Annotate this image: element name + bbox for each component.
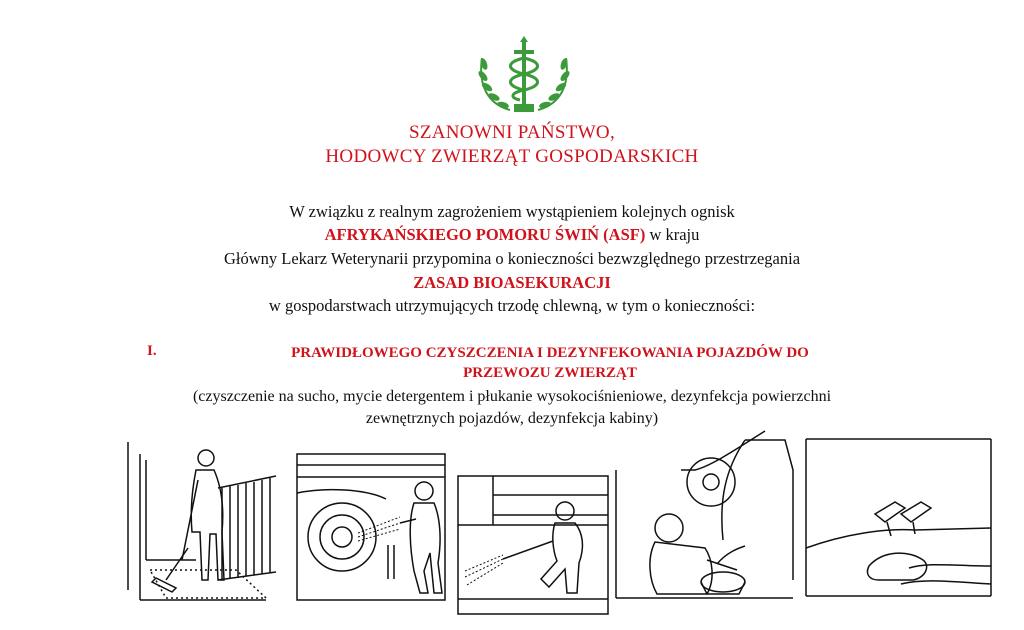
- bioasecurity-highlight: ZASAD BIOASEKURACJI: [413, 273, 611, 292]
- dry-sweeping-illustration: [126, 440, 278, 602]
- cab-cleaning-illustration: [615, 430, 795, 600]
- cab-disinfection-illustration: [805, 438, 993, 598]
- wheel-pressure-washing-illustration: [296, 453, 446, 601]
- intro-line-2: [0, 224, 1024, 246]
- section-description-line-2: zewnętrznych pojazdów, dezynfekcja kabiny): [365, 410, 659, 427]
- asf-highlight: AFRYKAŃSKIEGO POMORU ŚWIŃ (ASF): [324, 225, 646, 244]
- section-number: I.: [147, 343, 157, 359]
- greeting-line-1: SZANOWNI PAŃSTWO,: [408, 122, 615, 143]
- section-title-line-1: PRAWIDŁOWEGO CZYSZCZENIA I DEZYNFEKOWANIA POJAZDÓW DO: [291, 345, 809, 361]
- veterinary-logo-icon: [470, 36, 578, 116]
- intro-line-1: W związku z realnym zagrożeniem wystąpieniem kolejnych ognisk: [289, 202, 735, 221]
- undercarriage-spraying-illustration: [457, 475, 609, 615]
- section-title-line-2: PRZEWOZU ZWIERZĄT: [463, 365, 637, 381]
- intro-line-3: Główny Lekarz Weterynarii przypomina o konieczności bezwzględnego przestrzegania: [223, 249, 801, 268]
- intro-line-5: w gospodarstwach utrzymujących trzodę chlewną, w tym o konieczności:: [268, 296, 756, 315]
- intro-line-2-rest: w kraju: [645, 225, 700, 244]
- section-description-line-1: (czyszczenie na sucho, mycie detergentem i płukanie wysokociśnieniowe, dezynfekcja powierzchni: [192, 388, 832, 405]
- greeting-line-2: HODOWCY ZWIERZĄT GOSPODARSKICH: [325, 146, 699, 167]
